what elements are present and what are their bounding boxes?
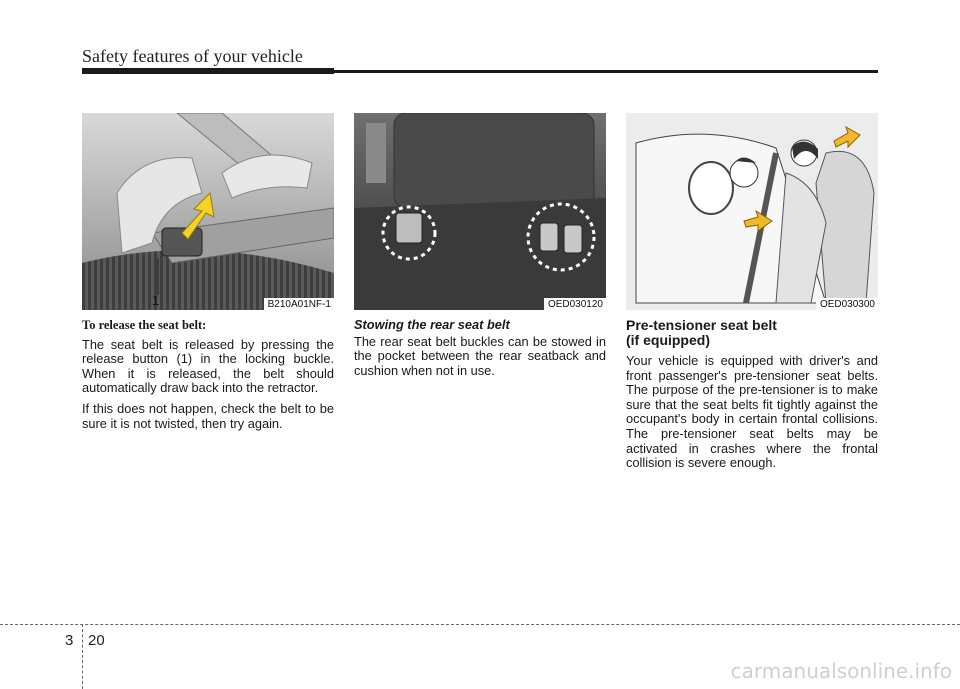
footer-divider (82, 624, 83, 689)
paragraph: The rear seat belt buckles can be stowed in the pocket between the rear seatback and cushion when not in use. (354, 333, 606, 378)
column-pretensioner (626, 113, 878, 477)
figure-rear-buckles (354, 113, 606, 310)
release-buckle-illustration (82, 113, 334, 310)
watermark: carmanualsonline.info (730, 659, 952, 683)
section-number: 3 (65, 632, 74, 649)
figure-code: OED030120 (544, 298, 606, 310)
section-heading: Stowing the rear seat belt (354, 317, 510, 332)
section-heading: Pre-tensioner seat belt (if equipped) (626, 317, 777, 348)
rear-buckles-photo (354, 113, 606, 310)
column-release-seat-belt (82, 113, 334, 437)
pretensioner-illustration (626, 113, 878, 310)
paragraph: If this does not happen, check the belt to be sure it is not twisted, then try again. (82, 400, 334, 431)
header-rule (82, 70, 878, 73)
figure-code: OED030300 (816, 298, 878, 310)
paragraph: Your vehicle is equipped with driver's and front passenger's pre-tensioner seat belts. The purpose of the pre-tensioner is to make sure that the seat belts fit tightly against the occupant's body in certain frontal collisions. The pre-tensioner seat belts may be activated in crashes where the frontal collision is severe enough. (626, 353, 878, 471)
page-number: 20 (88, 632, 105, 649)
figure-code: B210A01NF-1 (264, 298, 334, 310)
footer-rule (0, 624, 960, 625)
figure-pretensioner (626, 113, 878, 310)
callout-1-label: 1 (152, 293, 160, 308)
paragraph: The seat belt is released by pressing the release button (1) in the locking buckle. When it is released, the belt should automatically draw back into the retractor. (82, 336, 334, 396)
page-header-title: Safety features of your vehicle (82, 46, 303, 66)
section-heading: To release the seat belt: (82, 318, 207, 332)
column-stowing-rear-belt (354, 113, 606, 384)
figure-release-buckle (82, 113, 334, 310)
